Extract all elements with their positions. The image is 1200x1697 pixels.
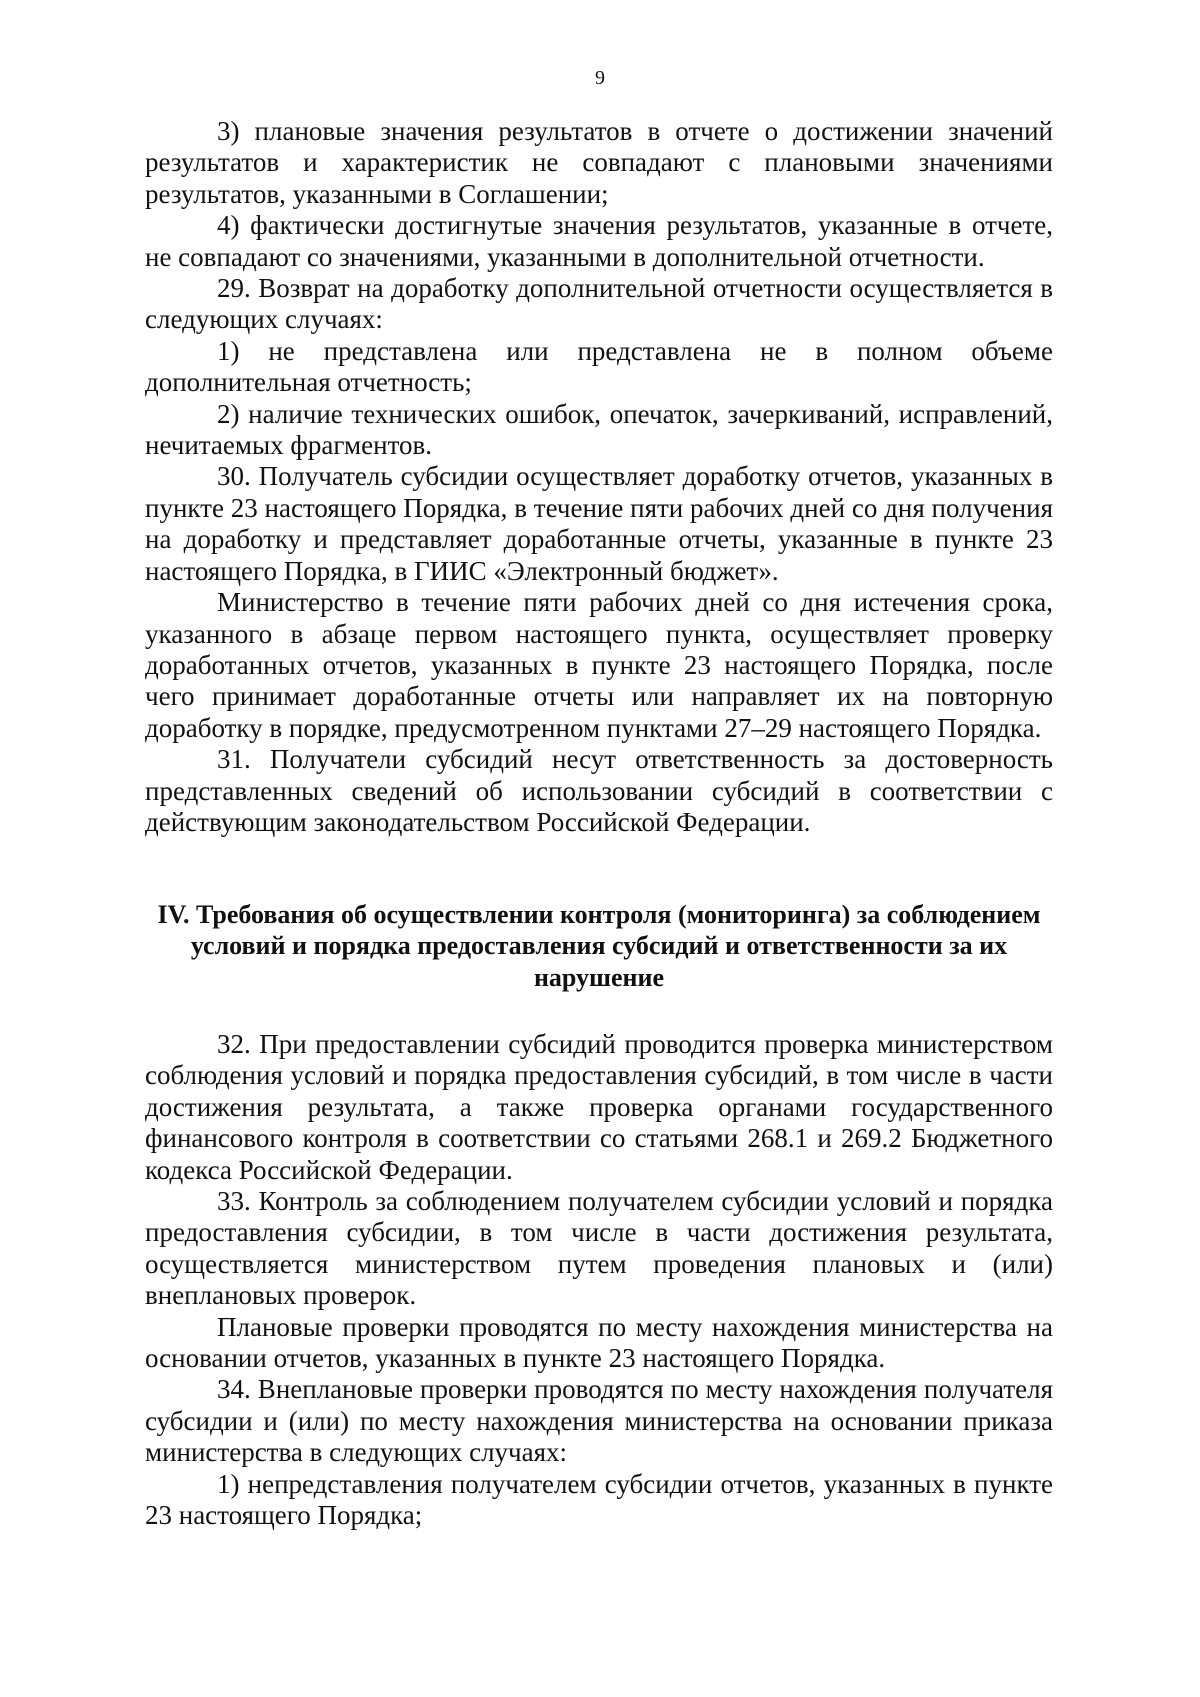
paragraph: 29. Возврат на доработку дополнительной отчетности осуществляется в следующих случаях: <box>145 273 1053 335</box>
paragraph: 2) наличие технических ошибок, опечаток, зачеркиваний, исправлений, нечитаемых фрагментов. <box>145 398 1053 461</box>
paragraph: 1) непредставления получателем субсидии отчетов, указанных в пункте 23 настоящего Порядка; <box>145 1468 1053 1531</box>
section-heading: IV. Требования об осуществлении контроля (мониторинга) за соблюдением условий и порядка предоставления субсидий и ответственности за их нарушение <box>157 900 1041 992</box>
paragraph: 32. При предоставлении субсидий проводится проверка министерством соблюдения условий и порядка предоставления субсидий, в том числе в части достижения результата, а также проверка органами государственного финансового контроля в соответствии со статьями 268.1 и 269.2 Бюджетного кодекса Российской Федерации. <box>145 1029 1053 1185</box>
paragraph: Министерство в течение пяти рабочих дней со дня истечения срока, указанного в абзаце первом настоящего пункта, осуществляет проверку доработанных отчетов, указанных в пункте 23 настоящего Порядка, после чего принимает доработанные отчеты или направляет их на повторную доработку в порядке, предусмотренном пунктами 27–29 настоящего Порядка. <box>145 587 1053 743</box>
text-block-bottom <box>145 1029 1053 1532</box>
paragraph: 1) не представлена или представлена не в полном объеме дополнительная отчетность; <box>145 335 1053 398</box>
section-heading-block <box>145 899 1053 993</box>
paragraph: 33. Контроль за соблюдением получателем субсидии условий и порядка предоставления субсидии, в том числе в части достижения результата, осуществляется министерством путем проведения плановых и (или) внеплановых проверок. <box>145 1186 1053 1311</box>
paragraph: Плановые проверки проводятся по месту нахождения министерства на основании отчетов, указанных в пункте 23 настоящего Порядка. <box>145 1311 1053 1374</box>
page-number: 9 <box>595 67 605 89</box>
paragraph: 3) плановые значения результатов в отчете о достижении значений результатов и характеристик не совпадают с плановыми значениями результатов, указанными в Соглашении; <box>145 116 1053 209</box>
paragraph: 34. Внеплановые проверки проводятся по месту нахождения получателя субсидии и (или) по месту нахождения министерства на основании приказа министерства в следующих случаях: <box>145 1374 1053 1468</box>
paragraph: 30. Получатель субсидии осуществляет доработку отчетов, указанных в пункте 23 настоящего Порядка, в течение пяти рабочих дней со дня получения на доработку и представляет доработанные отчеты, указанные в пункте 23 настоящего Порядка, в ГИИС «Электронный бюджет». <box>145 461 1053 586</box>
paragraph: 31. Получатели субсидий несут ответственность за достоверность представленных сведений об использовании субсидий в соответствии с действующим законодательством Российской Федерации. <box>145 744 1053 837</box>
text-block-top <box>145 116 1053 838</box>
paragraph: 4) фактически достигнутые значения результатов, указанные в отчете, не совпадают со значениями, указанными в дополнительной отчетности. <box>145 210 1053 272</box>
